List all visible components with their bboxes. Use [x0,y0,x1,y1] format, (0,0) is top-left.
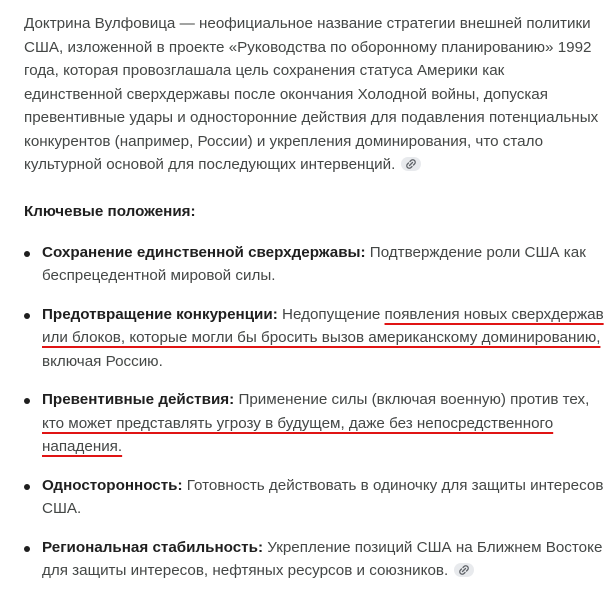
list-item [24,303,604,374]
point-text: Недопущение [277,305,385,323]
point-term: Сохранение единственной сверхдержавы: [42,243,366,261]
bullet-icon [24,251,30,257]
point-term: Односторонность: [42,476,183,494]
list-item [24,241,604,288]
point-text: Подтверждение роли США как беспрецедентной мировой силы. [42,243,586,284]
point-term: Предотвращение конкуренции: [42,305,278,323]
point-text: Укрепление позиций США на Ближнем Востоке для защиты интересов, нефтяных ресурсов и союзников. [42,538,603,579]
bullet-icon [24,398,30,404]
point-term: Региональная стабильность: [42,538,264,556]
point-text: включая Россию. [42,352,163,370]
intro-paragraph [24,12,604,177]
bullet-icon [24,484,30,490]
list-item [24,536,604,583]
link-icon [405,159,417,169]
underlined-text: кто может представлять угрозу в будущем, даже без непосредственного нападения. [42,414,554,455]
source-link-chip[interactable] [454,563,474,577]
underlined-text: появления новых сверхдержав или блоков, которые могли бы бросить вызов американскому доминированию, [42,305,604,346]
source-link-chip[interactable] [401,157,421,171]
section-heading: Ключевые положения: [24,202,196,220]
point-term: Превентивные действия: [42,391,235,408]
point-text: Применение силы (включая военную) против тех, [234,391,590,408]
list-item [24,474,604,521]
key-points-list [24,241,604,583]
response-content [24,12,604,598]
bullet-icon [24,313,30,319]
list-item [24,388,604,459]
intro-text: Доктрина Вулфовица — неофициальное название стратегии внешней политики США, изложенной в проекте «Руководства по оборонному планированию» 1992 года, которая провозглашала цель сохранения статуса Америки как единственной сверхдержавы после окончания Холодной войны, допуская превентивные удары и односторонние действия для подавления потенциальных конкурентов (например, России) и укрепления доминирования, что стало культурной основой для последующих интервенций. [24,15,599,173]
link-icon [458,565,470,575]
point-text: Готовность действовать в одиночку для защиты интересов США. [42,476,604,517]
